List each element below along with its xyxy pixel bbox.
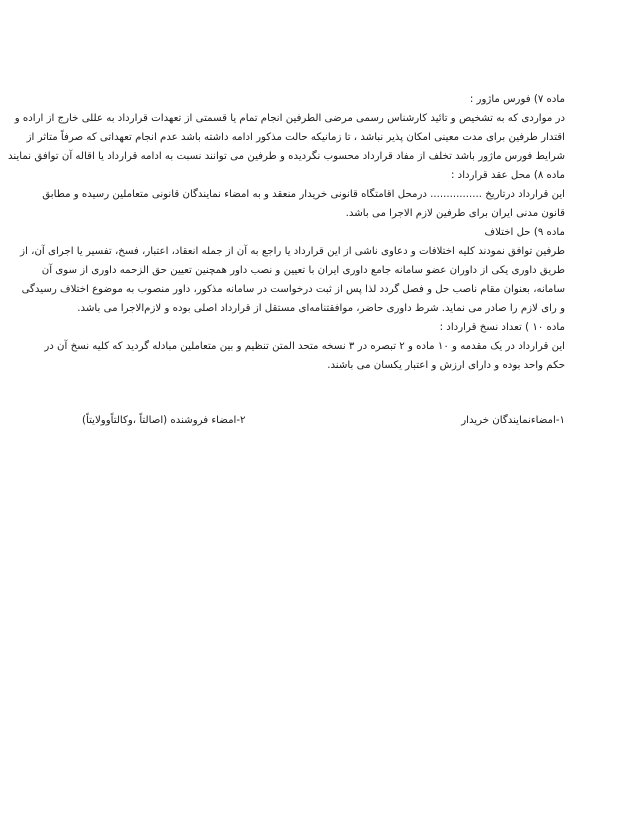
article-8-heading: ماده ۸) محل عقد قرارداد : [450, 170, 565, 181]
signature-block [64, 411, 565, 430]
article-7-line: شرایط فورس ماژور باشد تخلف از مفاد قرارداد محسوب نگردیده و طرفین می توانند نسبت به ادامه قرارداد یا اقاله آن توافق نمایند [8, 151, 565, 162]
article-9-line: طرفین توافق نمودند کلیه اختلافات و دعاوی ناشی از این قرارداد یا راجع به آن از جمله انعقاد، اعتبار، فسخ، تفسیر یا اجرای آن، از [20, 246, 565, 257]
article-9-line: و رای لازم را صادر می نماید. شرط داوری حاضر، موافقتنامه‌ای مستقل از قرارداد اصلی بوده و لازم‌الاجرا می باشد. [77, 303, 565, 314]
article-7-line: در مواردی که به تشخیص و تائید کارشناس رسمی مرضی الطرفین انجام تمام یا قسمتی از تعهدات قرارداد به عللی خارج از اراده و [14, 113, 565, 124]
article-9-line: طریق داوری یکی از داوران عضو سامانه جامع داوری ایران با تعیین و نصب داور همچنین تعیین حق الزحمه داوری از سوی آن [41, 265, 565, 276]
article-10-heading: ماده ۱۰ ) تعداد نسخ قرارداد : [439, 322, 565, 333]
article-7-heading: ماده ۷) فورس ماژور : [469, 94, 565, 105]
seller-signature-label: ۲-امضاء فروشنده (اصالتاً ،وکالتاًوولایتاً) [82, 415, 246, 426]
article-10-line: حکم واحد بوده و دارای ارزش و اعتبار یکسان می باشند. [327, 360, 565, 371]
article-9-heading: ماده ۹) حل اختلاف [484, 227, 565, 238]
article-10-line: این قرارداد در یک مقدمه و ۱۰ ماده و ۲ تبصره در ۳ نسخه متحد المتن تنظیم و بین متعاملین مبادله گردید که کلیه نسخ آن در [44, 341, 565, 352]
article-8-line: قانون مدنی ایران برای طرفین لازم الاجرا می باشد. [345, 208, 565, 219]
article-8-line: این قرارداد درتاریخ ................ درمحل اقامتگاه قانونی خریدار منعقد و به امضاء نمایندگان قانونی متعاملین رسیده و مطابق [42, 189, 565, 200]
buyer-signature-label: ۱-امضاءنمایندگان خریدار [461, 415, 565, 426]
article-9-line: سامانه، بعنوان مقام ناصب حل و فصل گردد لذا پس از ثبت درخواست در سامانه مذکور، داور منصوب به موضوع اختلاف رسیدگی [21, 284, 565, 295]
article-7-line: اقتدار طرفین برای مدت معینی امکان پذیر نباشد ، تا زمانیکه حالت مذکور ادامه داشته باشد عدم انجام تعهداتی که صرفاً متاثر از [26, 132, 565, 143]
contract-page [8, 90, 565, 375]
